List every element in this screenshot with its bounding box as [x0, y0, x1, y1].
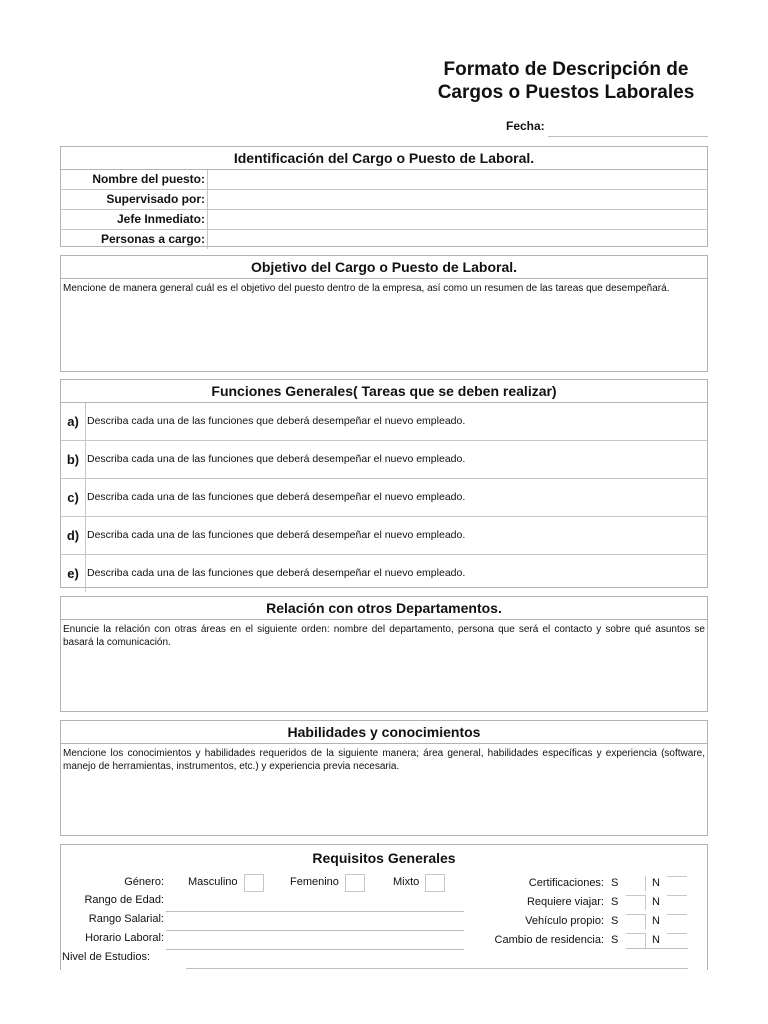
- nombre-puesto-label: Nombre del puesto:: [92, 172, 205, 186]
- vehiculo-propio-label: Vehículo propio:: [525, 915, 604, 927]
- funciones-section: [60, 379, 708, 588]
- document-title-line-1: Formato de Descripción de: [443, 59, 689, 80]
- funcion-text[interactable]: Describa cada una de las funciones que deberá desempeñar el nuevo empleado.: [87, 491, 466, 503]
- fecha-field[interactable]: [548, 136, 708, 137]
- rango-edad-field[interactable]: [166, 911, 464, 912]
- requiere-viajar-s-label: S: [611, 896, 619, 908]
- field-row-supervisado-por: [61, 190, 707, 210]
- vehiculo-propio-n-label: N: [652, 915, 660, 927]
- personas-a-cargo-field[interactable]: [207, 230, 707, 249]
- nombre-puesto-field[interactable]: [207, 170, 707, 189]
- femenino-label: Femenino: [290, 876, 339, 888]
- nivel-estudios-label: Nivel de Estudios:: [62, 951, 151, 963]
- funcion-letter: b): [61, 441, 86, 478]
- cambio-residencia-n-box[interactable]: [667, 933, 687, 948]
- personas-a-cargo-label: Personas a cargo:: [100, 232, 205, 246]
- rango-salarial-label: Rango Salarial:: [88, 913, 164, 925]
- vehiculo-propio-s-box[interactable]: [626, 914, 646, 929]
- genero-label: Género:: [124, 876, 164, 888]
- relacion-text[interactable]: Enuncie la relación con otras áreas en el siguiente orden: nombre del departamento, persona que será el contacto y sobre qué asuntos se basará la comunicación.: [63, 624, 705, 648]
- horario-laboral-label: Horario Laboral:: [85, 932, 164, 944]
- relacion-section: [60, 596, 708, 712]
- identificacion-rows: [61, 170, 707, 249]
- cambio-residencia-n-label: N: [652, 934, 660, 946]
- funcion-text[interactable]: Describa cada una de las funciones que deberá desempeñar el nuevo empleado.: [87, 567, 466, 579]
- cambio-residencia-s-box[interactable]: [626, 933, 646, 948]
- masculino-label: Masculino: [188, 876, 238, 888]
- certificaciones-n-box[interactable]: [667, 876, 687, 891]
- document-title-line-2: Cargos o Puestos Laborales: [437, 82, 695, 103]
- funcion-item-c: [61, 479, 707, 517]
- funciones-title: Funciones Generales( Tareas que se deben realizar): [61, 380, 707, 403]
- cambio-residencia-bottom-line: [626, 948, 688, 949]
- habilidades-title: Habilidades y conocimientos: [61, 721, 707, 744]
- funcion-item-e: [61, 555, 707, 592]
- certificaciones-s-label: S: [611, 877, 619, 889]
- funcion-item-d: [61, 517, 707, 555]
- funcion-text[interactable]: Describa cada una de las funciones que deberá desempeñar el nuevo empleado.: [87, 453, 466, 465]
- funcion-letter: e): [61, 555, 86, 592]
- certificaciones-s-box[interactable]: [626, 876, 646, 891]
- requiere-viajar-s-box[interactable]: [626, 895, 646, 910]
- fecha-label: Fecha:: [506, 119, 545, 133]
- jefe-inmediato-label: Jefe Inmediato:: [116, 212, 205, 226]
- certificaciones-label: Certificaciones:: [528, 877, 604, 889]
- requiere-viajar-label: Requiere viajar:: [526, 896, 604, 908]
- relacion-title: Relación con otros Departamentos.: [61, 597, 707, 620]
- requiere-viajar-n-label: N: [652, 896, 660, 908]
- certificaciones-n-label: N: [652, 877, 660, 889]
- horario-laboral-field[interactable]: [166, 949, 464, 950]
- funcion-item-b: [61, 441, 707, 479]
- objetivo-section: [60, 255, 708, 372]
- objetivo-text[interactable]: Mencione de manera general cuál es el objetivo del puesto dentro de la empresa, así como un resumen de las tareas que desempeñará.: [63, 283, 670, 294]
- habilidades-section: [60, 720, 708, 836]
- cambio-residencia-label: Cambio de residencia:: [494, 934, 604, 946]
- funcion-letter: d): [61, 517, 86, 554]
- mixto-label: Mixto: [393, 876, 420, 888]
- rango-edad-label: Rango de Edad:: [84, 894, 164, 906]
- jefe-inmediato-field[interactable]: [207, 210, 707, 229]
- femenino-checkbox[interactable]: [345, 874, 365, 892]
- requiere-viajar-n-box[interactable]: [667, 895, 687, 910]
- field-row-personas-a-cargo: [61, 230, 707, 249]
- nivel-estudios-field[interactable]: [186, 968, 688, 969]
- funcion-item-a: [61, 403, 707, 441]
- vehiculo-propio-s-label: S: [611, 915, 619, 927]
- funcion-letter: a): [61, 403, 86, 440]
- field-row-jefe-inmediato: [61, 210, 707, 230]
- funciones-list: [61, 403, 707, 592]
- habilidades-text[interactable]: Mencione los conocimientos y habilidades requeridos de la siguiente manera; área general, habilidades específicas y experiencia (software, manejo de herramientas, instrumentos, etc.) y experiencia previa necesaria.: [63, 748, 705, 772]
- rango-salarial-field[interactable]: [166, 930, 464, 931]
- vehiculo-propio-n-box[interactable]: [667, 914, 687, 929]
- funcion-text[interactable]: Describa cada una de las funciones que deberá desempeñar el nuevo empleado.: [87, 529, 466, 541]
- funcion-letter: c): [61, 479, 86, 516]
- cambio-residencia-s-label: S: [611, 934, 619, 946]
- identificacion-title: Identificación del Cargo o Puesto de Laboral.: [61, 147, 707, 170]
- supervisado-por-field[interactable]: [207, 190, 707, 209]
- mixto-checkbox[interactable]: [425, 874, 445, 892]
- requisitos-title: Requisitos Generales: [312, 850, 456, 866]
- objetivo-title: Objetivo del Cargo o Puesto de Laboral.: [61, 256, 707, 279]
- field-row-nombre-puesto: [61, 170, 707, 190]
- supervisado-por-label: Supervisado por:: [106, 192, 205, 206]
- document-title: [436, 58, 696, 104]
- funcion-text[interactable]: Describa cada una de las funciones que deberá desempeñar el nuevo empleado.: [87, 415, 466, 427]
- masculino-checkbox[interactable]: [244, 874, 264, 892]
- identificacion-section: [60, 146, 708, 247]
